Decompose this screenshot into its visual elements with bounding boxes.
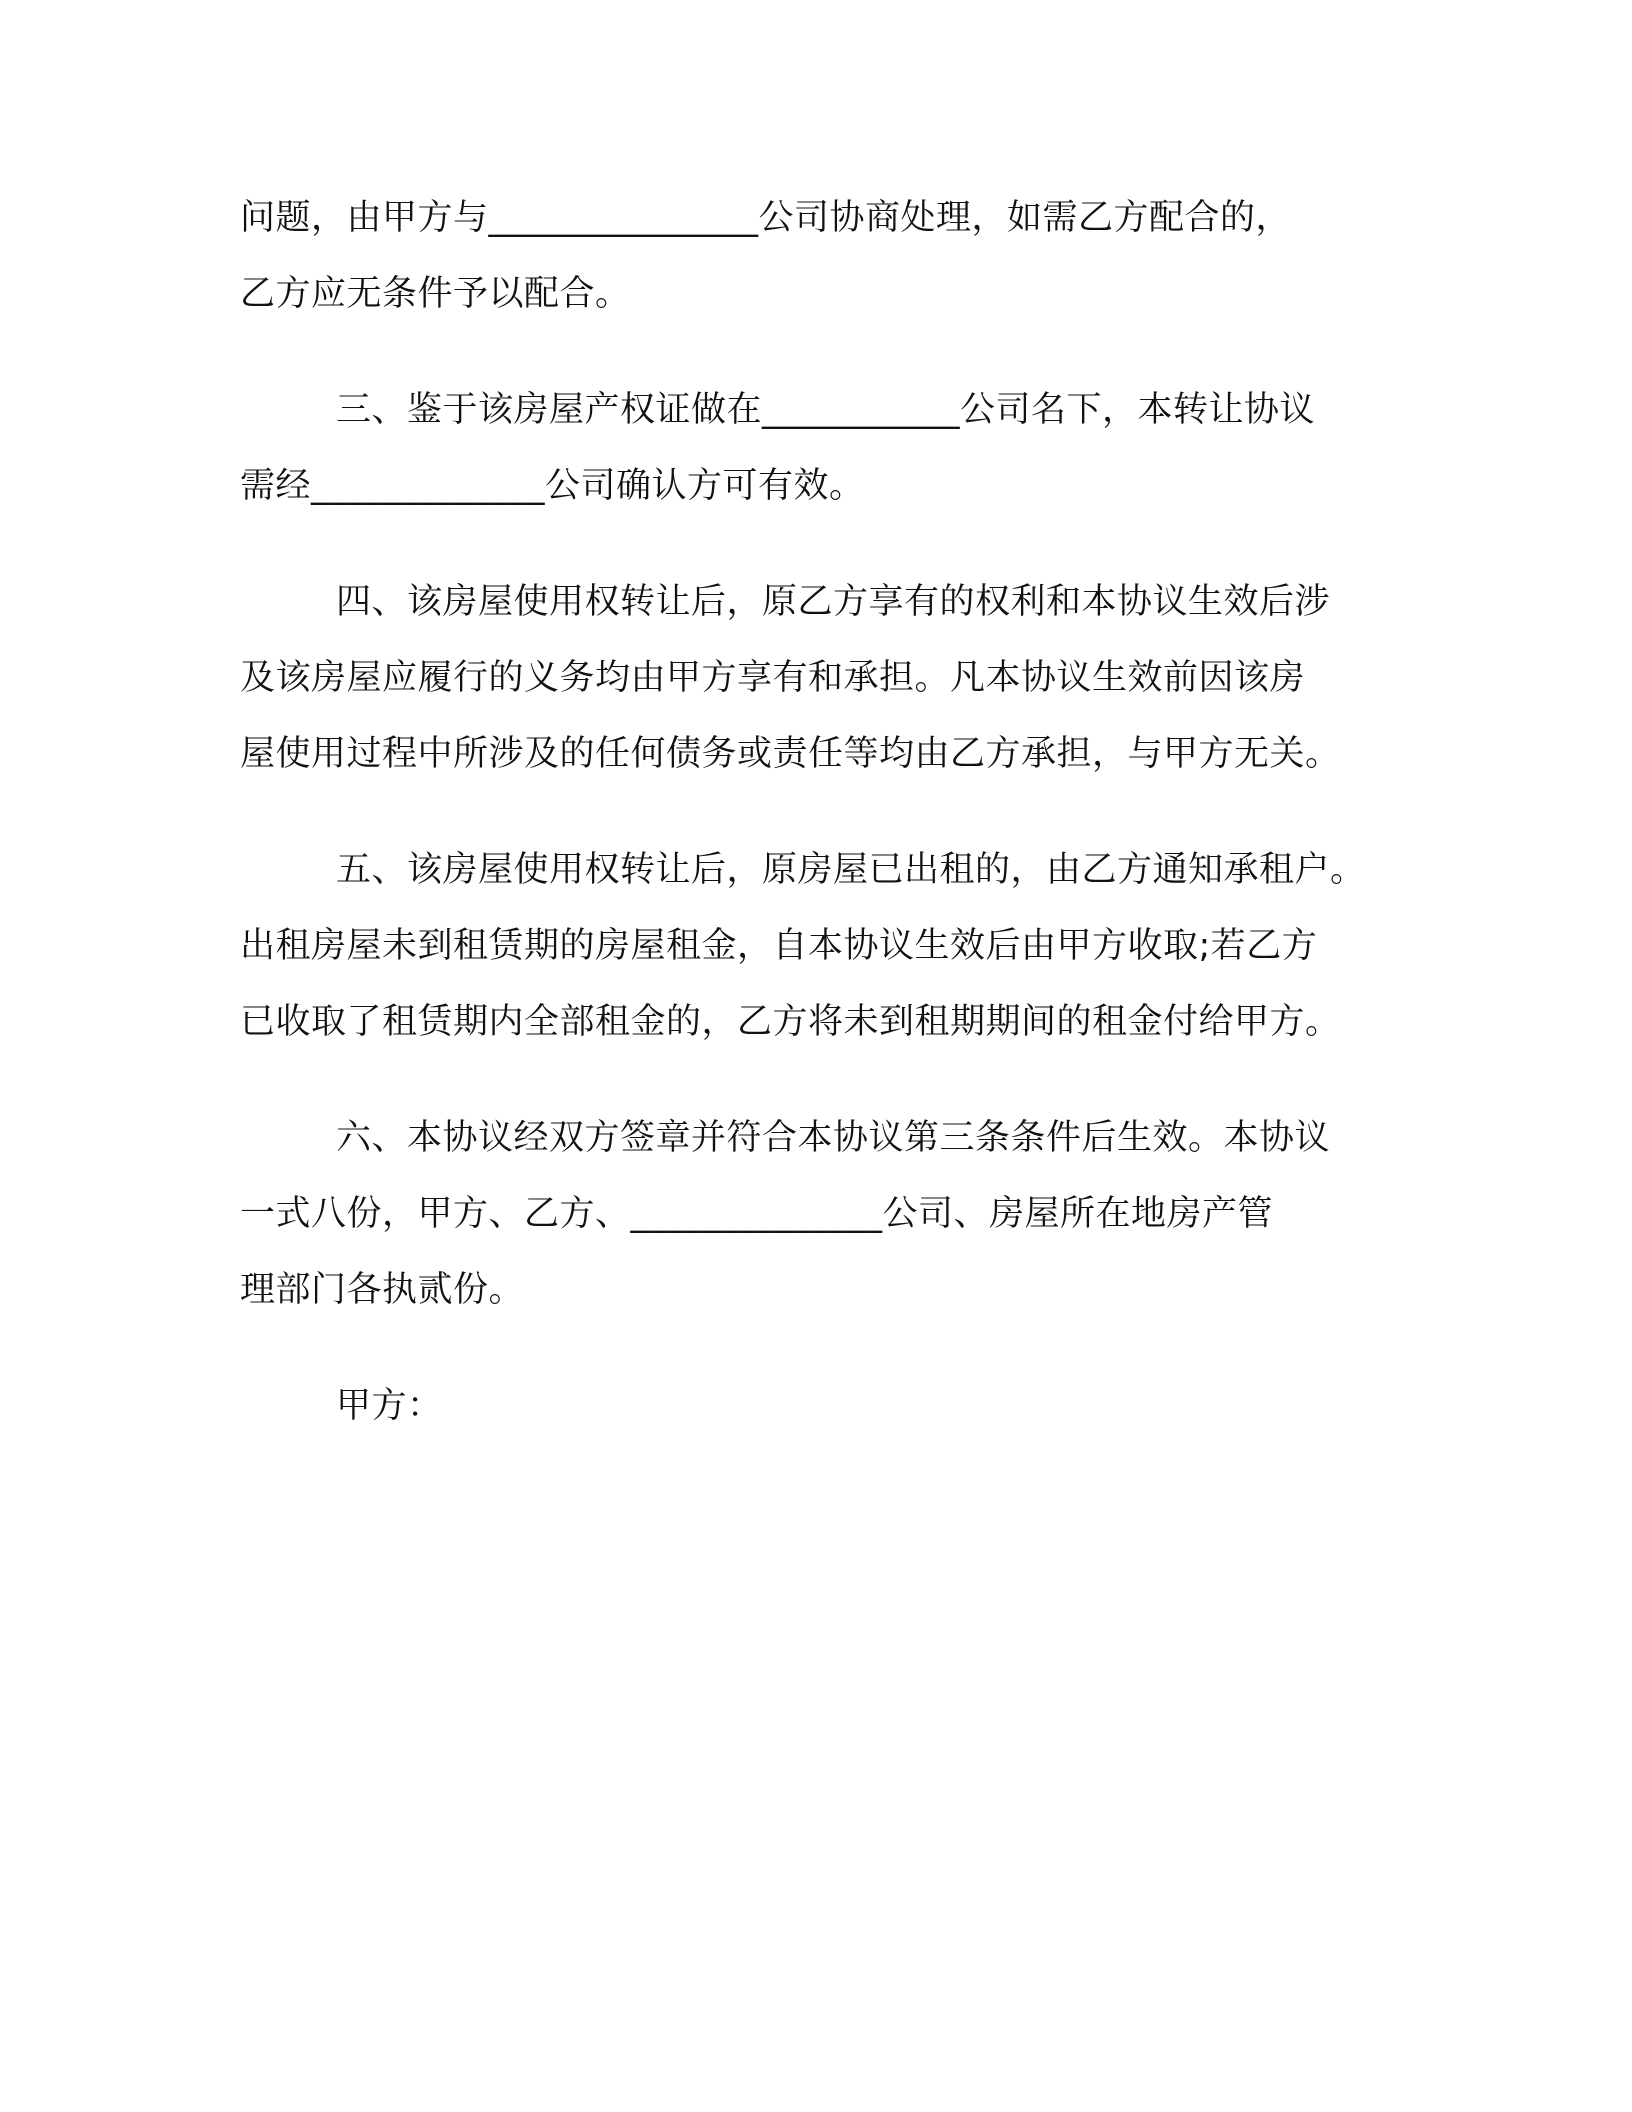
paragraph-line: 需经_____________公司确认方可有效。	[240, 466, 865, 506]
paragraph-line: 已收取了租赁期内全部租金的，乙方将未到租期期间的租金付给甲方。	[240, 1002, 1341, 1042]
paragraph-line: 四、该房屋使用权转让后，原乙方享有的权利和本协议生效后涉	[336, 582, 1331, 622]
paragraph-line: 三、鉴于该房屋产权证做在___________公司名下，本转让协议	[336, 390, 1316, 430]
paragraph-line: 五、该房屋使用权转让后，原房屋已出租的，由乙方通知承租户。	[336, 850, 1366, 890]
paragraph-line: 问题，由甲方与_______________公司协商处理，如需乙方配合的，	[240, 198, 1292, 238]
clause-six	[240, 1100, 1400, 1328]
document-body	[240, 180, 1400, 1484]
paragraph-line: 理部门各执贰份。	[240, 1270, 525, 1310]
paragraph-line: 六、本协议经双方签章并符合本协议第三条条件后生效。本协议	[336, 1118, 1331, 1158]
clause-three	[240, 372, 1400, 524]
party-a-signature-label: 甲方：	[336, 1386, 443, 1426]
clause-five	[240, 832, 1400, 1060]
paragraph-line: 一式八份，甲方、乙方、______________公司、房屋所在地房产管	[240, 1194, 1274, 1234]
paragraph-line: 屋使用过程中所涉及的任何债务或责任等均由乙方承担，与甲方无关。	[240, 734, 1341, 774]
paragraph-line: 乙方应无条件予以配合。	[240, 274, 631, 314]
paragraph-continuation	[240, 180, 1400, 332]
paragraph-line: 及该房屋应履行的义务均由甲方享有和承担。凡本协议生效前因该房	[240, 658, 1306, 698]
signature-block	[240, 1368, 1400, 1444]
clause-four	[240, 564, 1400, 792]
paragraph-line: 出租房屋未到租赁期的房屋租金，自本协议生效后由甲方收取;若乙方	[240, 926, 1318, 966]
